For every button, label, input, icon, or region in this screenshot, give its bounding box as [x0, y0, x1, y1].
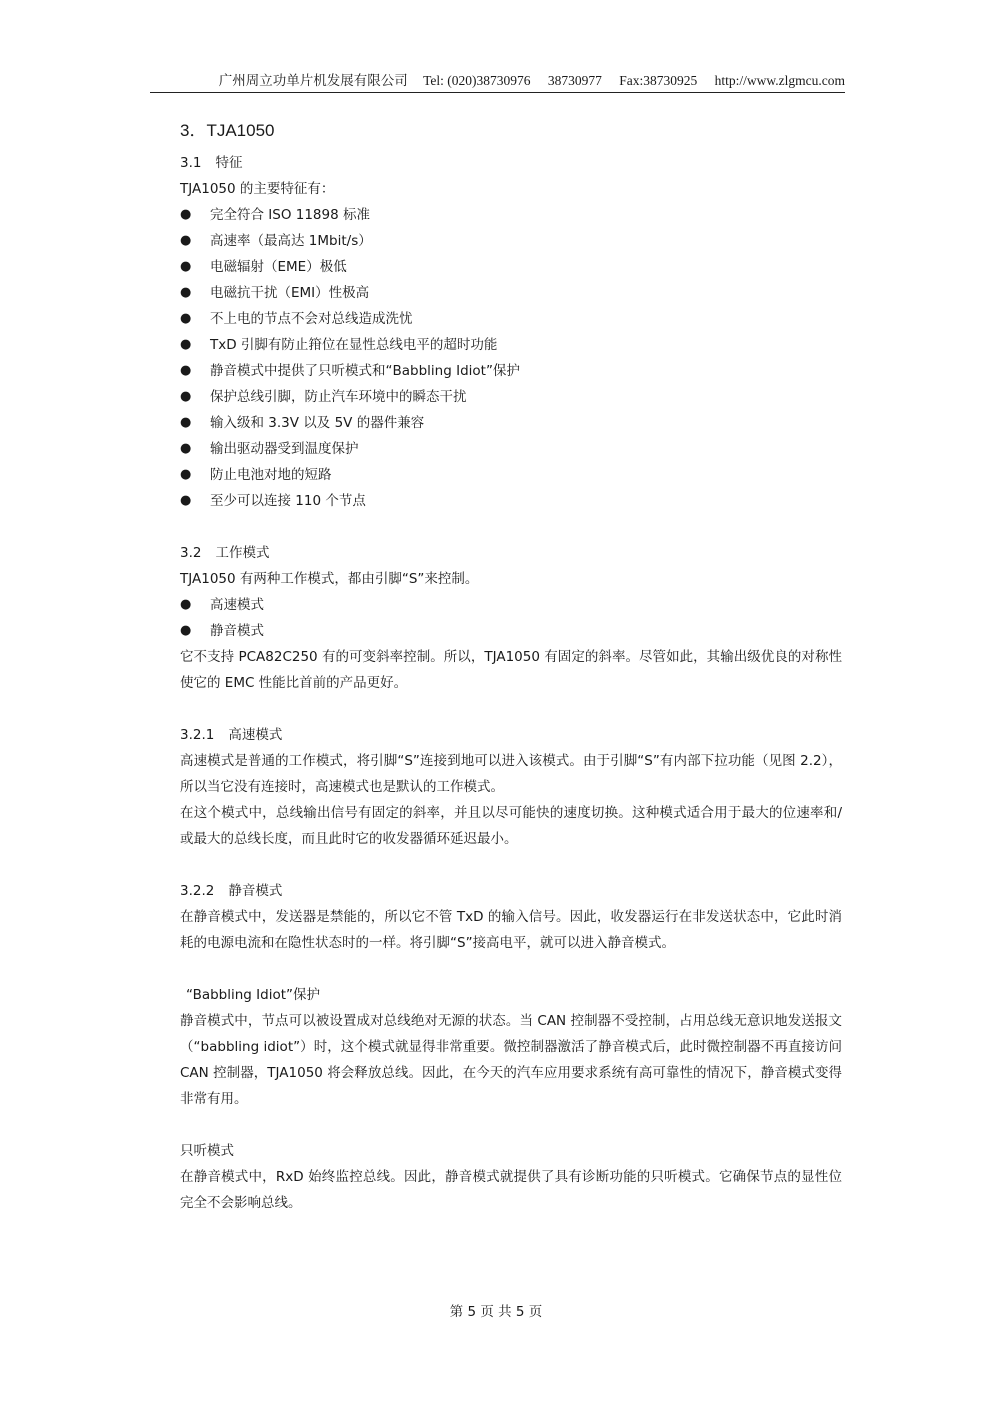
- list-item: ● 不上电的节点不会对总线造成洗忧: [180, 306, 842, 332]
- bullet-icon: ●: [180, 467, 192, 482]
- silent-mode-paragraph: 在静音模式中，发送器是禁能的，所以它不管 TxD 的输入信号。因此，收发器运行在非发送状态中，它此时消耗的电源电流和在隐性状态时的一样。将引脚“S”接高电平，就可以进入静音模式。: [180, 909, 842, 951]
- company-name: 广州周立功单片机发展有限公司: [218, 73, 408, 88]
- list-item: ● 至少可以连接 110 个节点: [180, 488, 842, 514]
- babbling-idiot-heading: “Babbling Idiot”保护: [186, 987, 321, 1003]
- features-list: [180, 202, 842, 514]
- list-item: ● 保护总线引脚，防止汽车环境中的瞬态干扰: [180, 384, 842, 410]
- high-speed-paragraph-1: 高速模式是普通的工作模式，将引脚“S”连接到地可以进入该模式。由于引脚“S”有内部下拉功能（见图 2.2），所以当它没有连接时，高速模式也是默认的工作模式。: [180, 753, 842, 795]
- modes-list: [180, 592, 842, 644]
- fax-number: Fax:38730925: [619, 73, 698, 88]
- tel-number-2: 38730977: [547, 73, 602, 88]
- list-item: ● 静音模式: [180, 618, 842, 644]
- bullet-icon: ●: [180, 259, 192, 274]
- features-intro: TJA1050 的主要特征有：: [180, 181, 335, 197]
- listen-only-heading: 只听模式: [180, 1143, 234, 1159]
- bullet-icon: ●: [180, 389, 192, 404]
- high-speed-paragraph-2: 在这个模式中，总线输出信号有固定的斜率，并且以尽可能快的速度切换。这种模式适合用于最大的位速率和/或最大的总线长度，而且此时它的收发器循环延迟最小。: [180, 805, 842, 847]
- section-3-1-heading: [180, 150, 842, 176]
- section-3-2-1-heading: [180, 722, 842, 748]
- section-3-2-heading: [180, 540, 842, 566]
- list-item: ● 输入级和 3.3V 以及 5V 的器件兼容: [180, 410, 842, 436]
- section-title: 静音模式: [228, 883, 283, 899]
- listen-only-paragraph: 在静音模式中，RxD 始终监控总线。因此，静音模式就提供了具有诊断功能的只听模式。它确保节点的显性位完全不会影响总线。: [180, 1169, 842, 1211]
- bullet-icon: ●: [180, 207, 192, 222]
- list-item: ● 高速率（最高达 1Mbit/s）: [180, 228, 842, 254]
- modes-paragraph: 它不支持 PCA82C250 有的可变斜率控制。所以，TJA1050 有固定的斜率。尽管如此，其输出级优良的对称性使它的 EMC 性能比首前的产品更好。: [180, 649, 842, 691]
- list-item: ● 静音模式中提供了只听模式和“Babbling Idiot”保护: [180, 358, 842, 384]
- list-item: ● 输出驱动器受到温度保护: [180, 436, 842, 462]
- babbling-idiot-paragraph: 静音模式中，节点可以被设置成对总线绝对无源的状态。当 CAN 控制器不受控制，占用总线无意识地发送报文（“babbling idiot”）时，这个模式就显得非常重要。微控制器激活了静音模式后，此时微控制器不再直接访问 CAN 控制器，TJA1050 将会释放总线。因此，在今天的汽车应用要求系统有高可靠性的情况下，静音模式变得非常有用。: [180, 1013, 842, 1107]
- modes-intro: TJA1050 有两种工作模式，都由引脚“S”来控制。: [180, 571, 479, 587]
- section-3-2-2-heading: [180, 878, 842, 904]
- website-url: http://www.zlgmcu.com: [714, 73, 845, 88]
- bullet-icon: ●: [180, 415, 192, 430]
- section-title: 工作模式: [215, 545, 270, 561]
- page-header: [150, 70, 845, 93]
- bullet-icon: ●: [180, 285, 192, 300]
- list-item: ● 电磁抗干扰（EMI）性极高: [180, 280, 842, 306]
- section-number: 3.2.1: [180, 727, 215, 743]
- list-item: ● 完全符合 ISO 11898 标准: [180, 202, 842, 228]
- bullet-icon: ●: [180, 493, 192, 508]
- section-3-title: 3．TJA1050: [180, 121, 275, 140]
- document-body: [180, 118, 842, 1216]
- section-title: 高速模式: [228, 727, 283, 743]
- section-title: 特征: [215, 155, 243, 171]
- section-number: 3.2: [180, 545, 202, 561]
- list-item: ● TxD 引脚有防止箝位在显性总线电平的超时功能: [180, 332, 842, 358]
- tel-number: Tel: (020)38730976: [423, 73, 531, 88]
- section-number: 3.1: [180, 155, 202, 171]
- bullet-icon: ●: [180, 233, 192, 248]
- bullet-icon: ●: [180, 623, 192, 638]
- page-footer: [0, 1300, 992, 1320]
- bullet-icon: ●: [180, 363, 192, 378]
- bullet-icon: ●: [180, 441, 192, 456]
- list-item: ● 高速模式: [180, 592, 842, 618]
- bullet-icon: ●: [180, 597, 192, 612]
- bullet-icon: ●: [180, 337, 192, 352]
- section-number: 3.2.2: [180, 883, 215, 899]
- list-item: ● 防止电池对地的短路: [180, 462, 842, 488]
- list-item: ● 电磁辐射（EME）极低: [180, 254, 842, 280]
- bullet-icon: ●: [180, 311, 192, 326]
- page-number: 第 5 页 共 5 页: [449, 1304, 543, 1320]
